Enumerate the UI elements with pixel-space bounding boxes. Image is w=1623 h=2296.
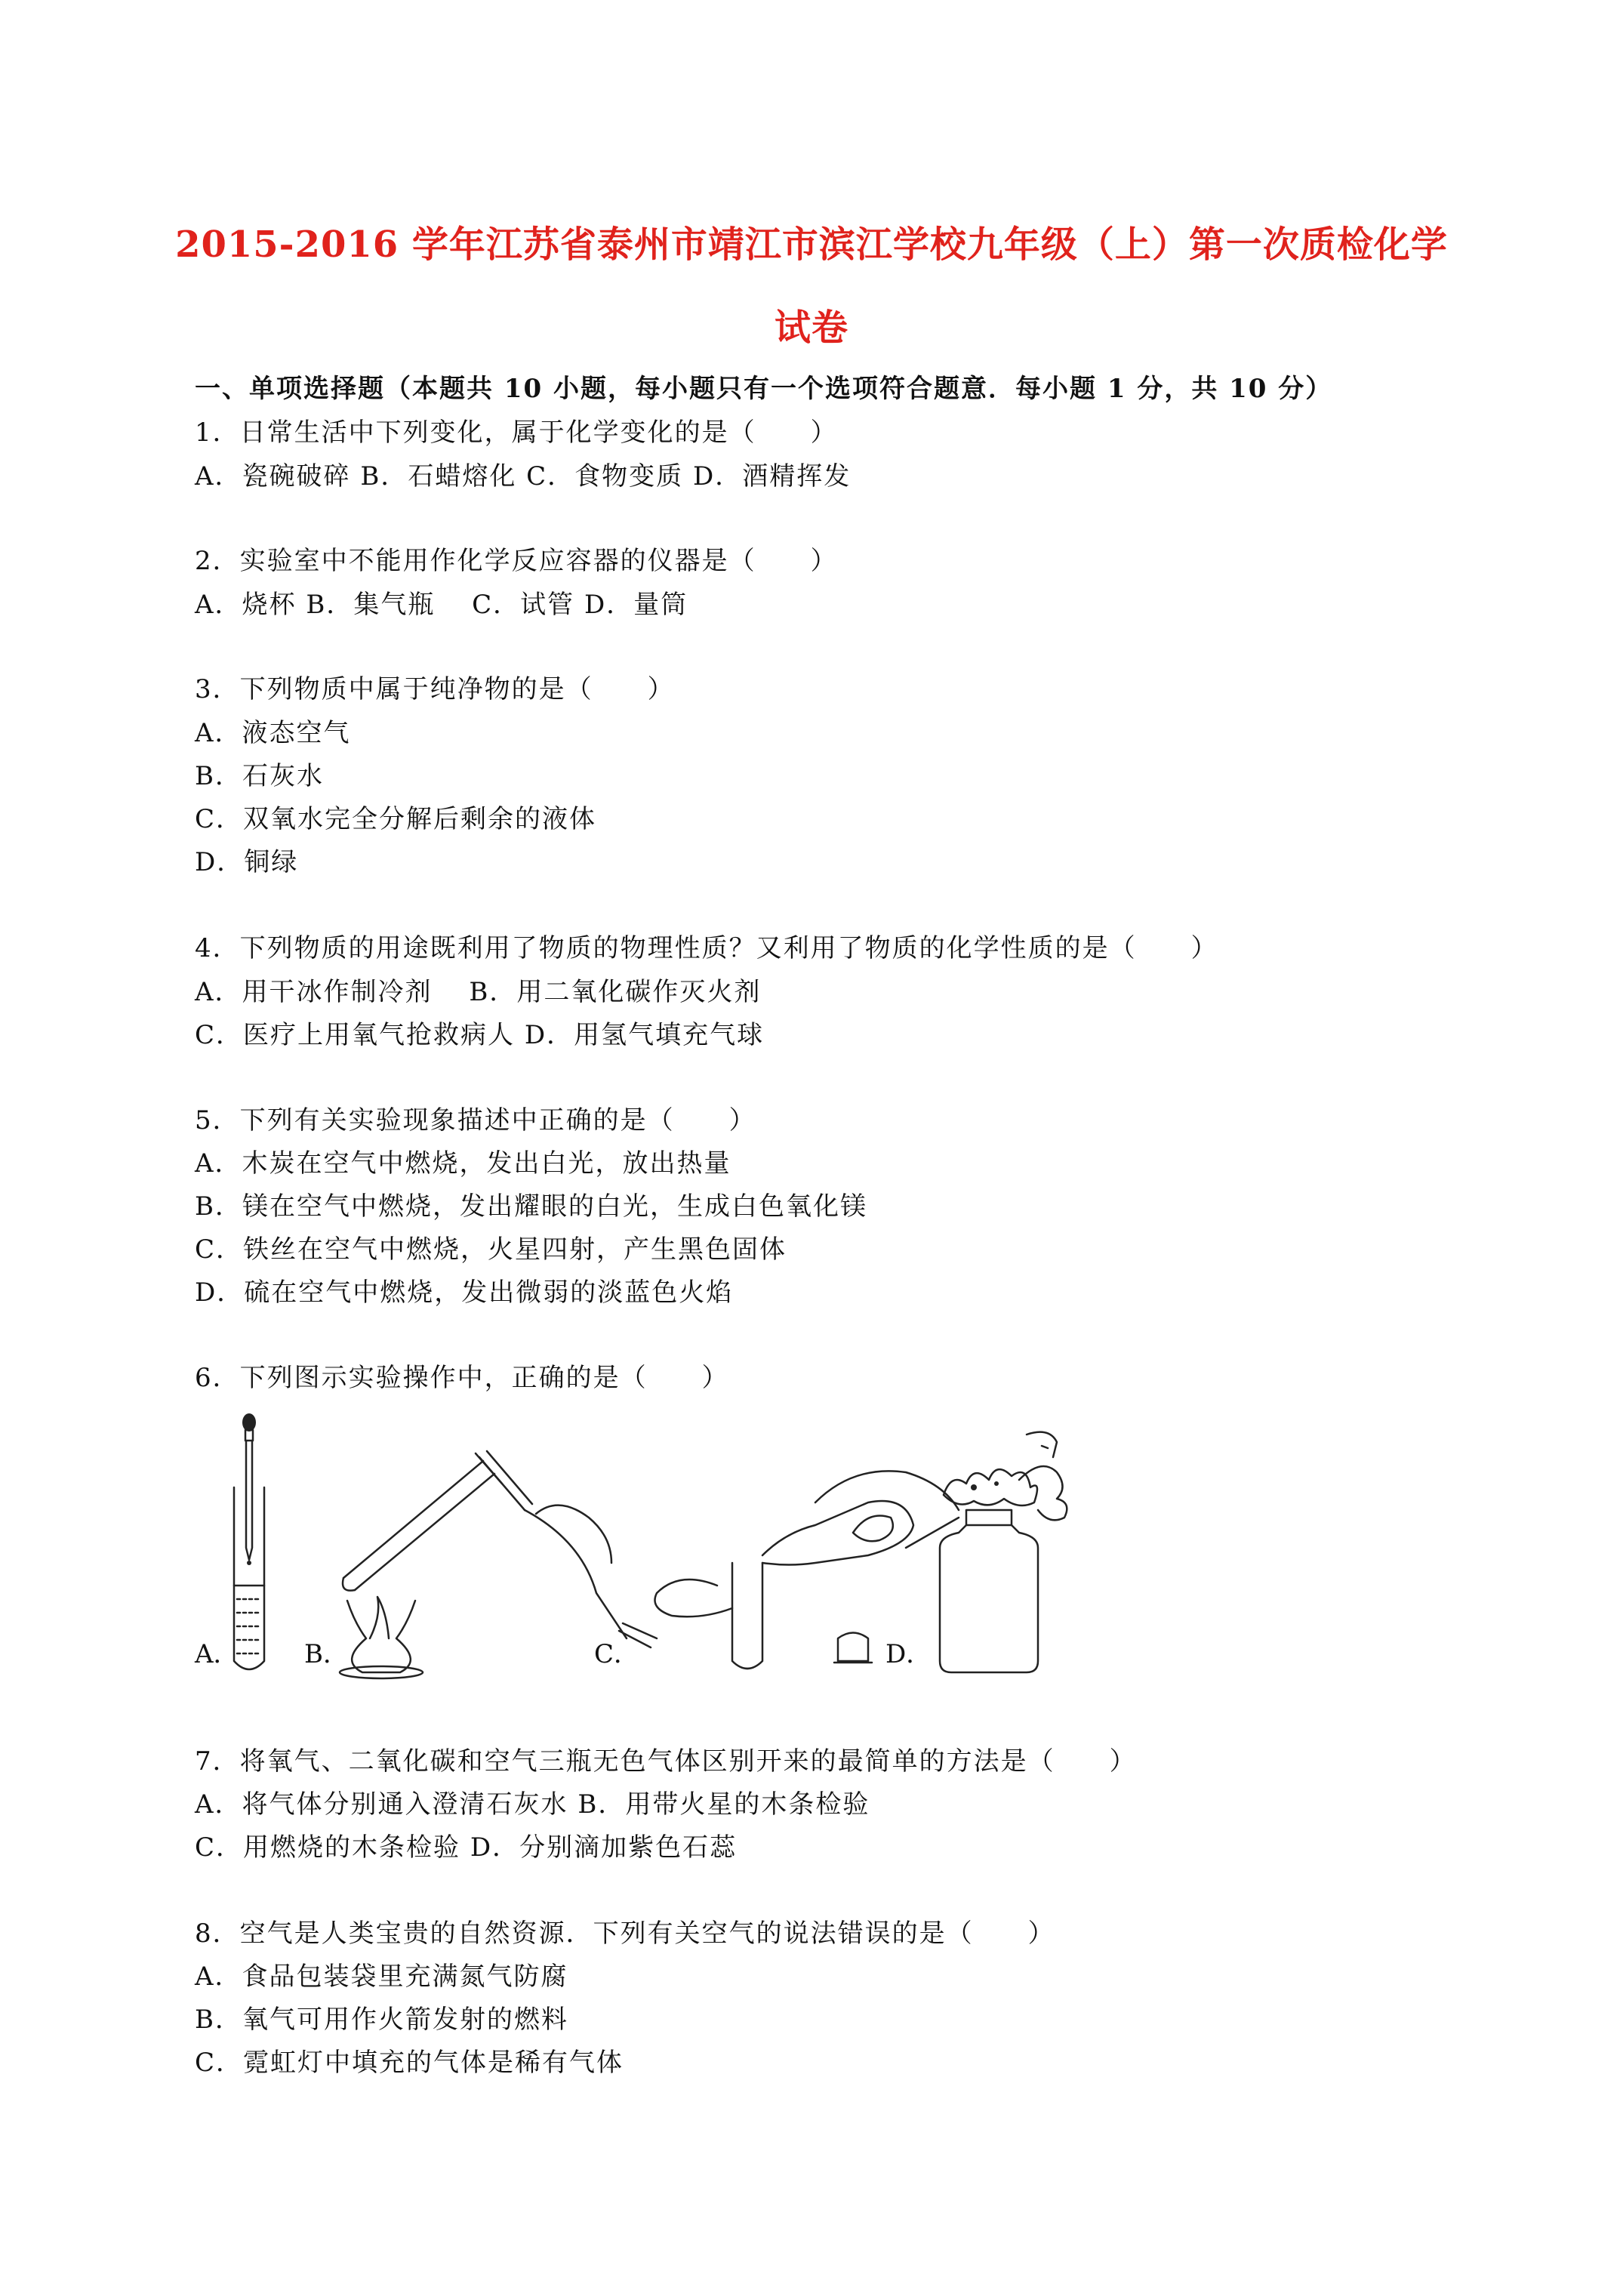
dropper-in-test-tube-icon [234,1413,264,1669]
question-5-stem: 5．下列有关实验现象描述中正确的是（ ） [195,1105,756,1136]
question-6-stem: 6．下列图示实验操作中，正确的是（ ） [195,1363,729,1393]
question-7-options-ab: A．将气体分别通入澄清石灰水 B．用带火星的木条检验 [195,1789,870,1820]
question-6-label-a: A． [195,1639,239,1669]
question-3-option-b: B．石灰水 [195,761,324,791]
question-8-stem: 8．空气是人类宝贵的自然资源．下列有关空气的说法错误的是（ ） [195,1918,1055,1949]
question-7-options-cd: C．用燃烧的木条检验 D．分别滴加紫色石蕊 [195,1832,738,1863]
question-6-label-d: D． [885,1639,932,1669]
question-5-option-d: D．硫在空气中燃烧，发出微弱的淡蓝色火焰 [195,1277,734,1308]
question-8-option-a: A．食品包装袋里充满氮气防腐 [195,1962,568,1992]
question-3-stem: 3．下列物质中属于纯净物的是（ ） [195,674,675,704]
question-5-option-b: B．镁在空气中燃烧，发出耀眼的白光，生成白色氧化镁 [195,1191,867,1222]
smelling-gas-bottle-icon [940,1432,1067,1672]
question-3-option-a: A．液态空气 [195,718,351,748]
question-1-options: A．瓷碗破碎 B．石蜡熔化 C．食物变质 D．酒精挥发 [195,461,852,492]
exam-title: 2015-2016 学年江苏省泰州市靖江市滨江学校九年级（上）第一次质检化学 [175,223,1448,266]
question-3-option-c: C．双氧水完全分解后剩余的液体 [195,804,597,834]
question-3-option-d: D．铜绿 [195,847,299,877]
question-6-label-b: B． [304,1639,349,1669]
question-4-options-cd: C．医疗上用氧气抢救病人 D．用氢气填充气球 [195,1020,765,1050]
question-7-stem: 7．将氧气、二氧化碳和空气三瓶无色气体区别开来的最简单的方法是（ ） [195,1746,1137,1777]
section-heading: 一、单项选择题（本题共 10 小题，每小题只有一个选项符合题意．每小题 1 分，共 10 分） [195,374,1333,404]
question-5-option-c: C．铁丝在空气中燃烧，火星四射，产生黑色固体 [195,1234,787,1265]
question-6-label-c: C． [594,1639,640,1669]
question-8-option-c: C．霓虹灯中填充的气体是稀有气体 [195,2048,624,2078]
exam-title-continued: 试卷 [774,307,848,349]
question-4-options-ab: A．用干冰作制冷剂 B．用二氧化碳作灭火剂 [195,977,762,1007]
question-5-option-a: A．木炭在空气中燃烧，发出白光，放出热量 [195,1148,731,1179]
question-1-stem: 1．日常生活中下列变化，属于化学变化的是（ ） [195,418,838,448]
question-4-stem: 4．下列物质的用途既利用了物质的物理性质？又利用了物质的化学性质的是（ ） [195,933,1218,963]
question-2-stem: 2．实验室中不能用作化学反应容器的仪器是（ ） [195,546,838,576]
question-8-option-b: B．氧气可用作火箭发射的燃料 [195,2005,568,2035]
question-2-options: A．烧杯 B．集气瓶 C．试管 D．量筒 [195,590,688,620]
